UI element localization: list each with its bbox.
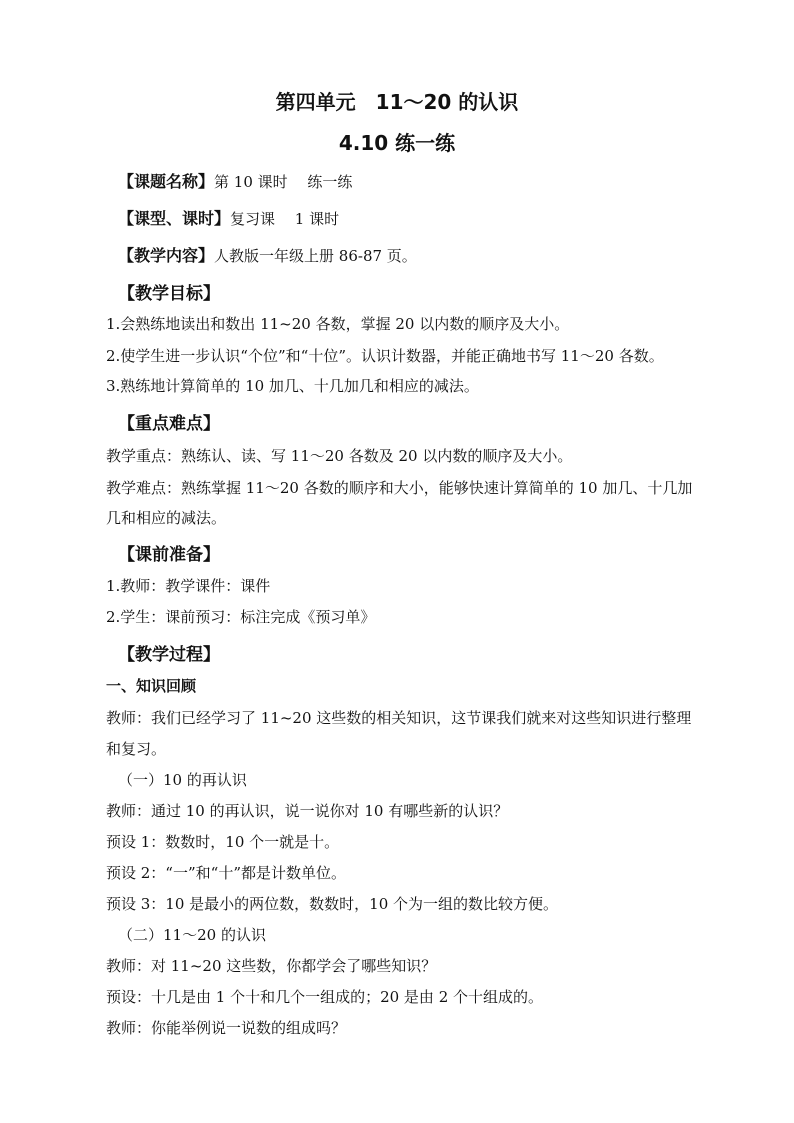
paragraph-line: 预设 1：数数时，10 个一就是十。 <box>106 833 340 851</box>
field-lesson-name <box>118 172 352 192</box>
lesson-title: 4.10 练一练 <box>338 131 456 155</box>
sub-heading: （二）11～20 的认识 <box>118 926 266 944</box>
paragraph-line: 教师：你能举例说一说数的组成吗？ <box>106 1019 347 1037</box>
field-value: 复习课 1 课时 <box>230 210 340 228</box>
paragraph-line: 和复习。 <box>106 740 167 758</box>
prep-line: 1.教师：教学课件：课件 <box>106 577 271 595</box>
paragraph-line: 教师：对 11~20 这些数，你都学会了哪些知识？ <box>106 957 437 975</box>
section-heading: 一、知识回顾 <box>106 677 197 695</box>
field-content <box>118 246 417 266</box>
field-label: 【教学内容】 <box>118 246 215 265</box>
field-lesson-type <box>118 209 339 229</box>
paragraph-line: 预设 2：“一”和“十”都是计数单位。 <box>106 864 346 882</box>
field-value: 第 10 课时 练一练 <box>214 173 353 191</box>
field-label: 【课题名称】 <box>118 172 215 191</box>
field-label: 【课型、课时】 <box>118 209 231 228</box>
sub-heading: （一）10 的再认识 <box>118 771 247 789</box>
key-point-line: 几和相应的减法。 <box>106 509 227 527</box>
paragraph-line: 教师：通过 10 的再认识，说一说你对 10 有哪些新的认识？ <box>106 802 509 820</box>
unit-title: 第四单元 11～20 的认识 <box>275 90 519 114</box>
prep-heading: 【课前准备】 <box>118 545 220 565</box>
process-heading: 【教学过程】 <box>118 645 220 665</box>
prep-line: 2.学生：课前预习：标注完成《预习单》 <box>106 608 376 626</box>
key-points-heading: 【重点难点】 <box>118 414 220 434</box>
goal-item: 2.使学生进一步认识“个位”和“十位”。认识计数器，并能正确地书写 11～20 各数。 <box>106 347 664 365</box>
paragraph-line: 教师：我们已经学习了 11~20 这些数的相关知识，这节课我们就来对这些知识进行整理 <box>106 709 692 727</box>
paragraph-line: 预设 3：10 是最小的两位数，数数时，10 个为一组的数比较方便。 <box>106 895 559 913</box>
goal-item: 3.熟练地计算简单的 10 加几、十几加几和相应的减法。 <box>106 377 479 395</box>
key-point-line: 教学重点：熟练认、读、写 11～20 各数及 20 以内数的顺序及大小。 <box>106 447 573 465</box>
paragraph-line: 预设：十几是由 1 个十和几个一组成的；20 是由 2 个十组成的。 <box>106 988 544 1006</box>
goals-heading: 【教学目标】 <box>118 284 220 304</box>
field-value: 人教版一年级上册 86-87 页。 <box>214 247 417 265</box>
key-point-line: 教学难点：熟练掌握 11～20 各数的顺序和大小，能够快速计算简单的 10 加几、十几加 <box>106 479 693 497</box>
goal-item: 1.会熟练地读出和数出 11~20 各数，掌握 20 以内数的顺序及大小。 <box>106 315 570 333</box>
